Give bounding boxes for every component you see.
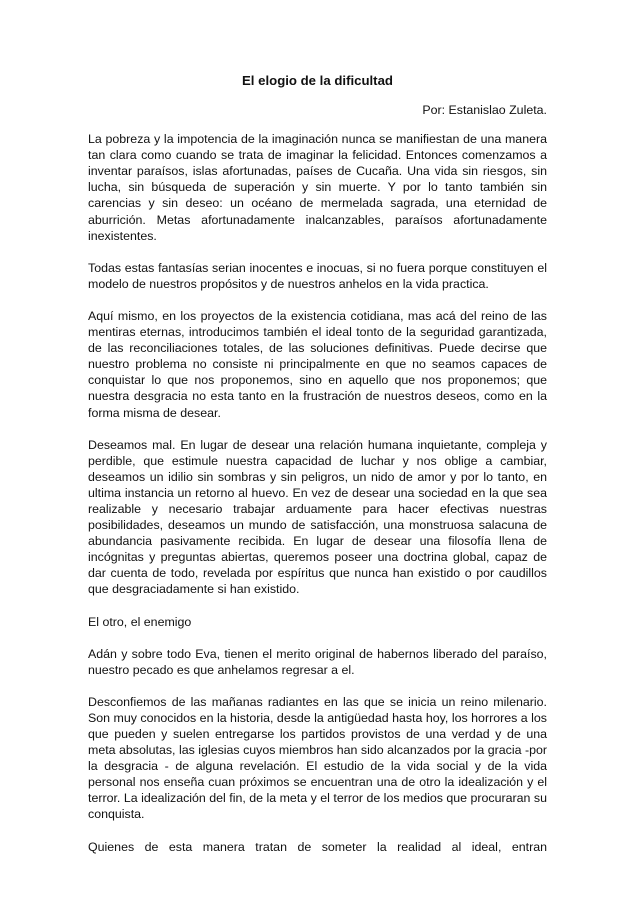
document-title: El elogio de la dificultad [242, 73, 393, 88]
section-heading: El otro, el enemigo [88, 614, 192, 629]
document-body [88, 72, 547, 871]
paragraph-7: Quienes de esta manera tratan de someter la realidad al ideal, entran [88, 839, 547, 854]
paragraph-2: Todas estas fantasías serian inocentes e inocuas, si no fuera porque constituyen el modelo de nuestros propósitos y de nuestros anhelos en la vida practica. [88, 260, 547, 291]
paragraph-4: Deseamos mal. En lugar de desear una relación humana inquietante, compleja y perdible, que estimule nuestra capacidad de luchar y nos oblige a cambiar, deseamos un idilio sin sombras y sin peligros, un nido de amor y por lo tanto, en ultima instancia un retorno al huevo. En vez de desear una sociedad en la que sea realizable y necesario trabajar arduamente para hacer efectivas nuestras posibilidades, deseamos un mundo de satisfacción, una monstruosa salacuna de abundancia pasivamente recibida. En lugar de desear una filosofía llena de incógnitas y preguntas abiertas, queremos poseer una doctrina global, capaz de dar cuenta de todo, revelada por espíritus que nunca han existido o por caudillos que desgraciadamente si han existido. [88, 437, 547, 597]
paragraph-5: Adán y sobre todo Eva, tienen el merito original de habernos liberado del paraíso, nuestro pecado es que anhelamos regresar a el. [88, 646, 547, 677]
paragraph-1: La pobreza y la impotencia de la imaginación nunca se manifiestan de una manera tan clara como cuando se trata de imaginar la felicidad. Entonces comenzamos a inventar paraísos, islas afortunadas, países de Cucaña. Una vida sin riesgos, sin lucha, sin búsqueda de superación y sin muerte. Y por lo tanto también sin carencias y sin deseo: un océano de mermelada sagrada, una eternidad de aburrición. Metas afortunadamente inalcanzables, paraísos afortunadamente inexistentes. [88, 132, 547, 243]
paragraph-3: Aquí mismo, en los proyectos de la existencia cotidiana, mas acá del reino de las mentiras eternas, introducimos también el ideal tonto de la seguridad garantizada, de las reconciliaciones totales, de las soluciones definitivas. Puede decirse que nuestro problema no consiste ni principalmente en que no seamos capaces de conquistar lo que nos proponemos, sino en aquello que nos proponemos; que nuestra desgracia no esta tanto en la frustración de nuestros deseos, como en la forma misma de desear. [88, 308, 547, 420]
paragraph-6: Desconfiemos de las mañanas radiantes en las que se inicia un reino milenario. Son muy conocidos en la historia, desde la antigüedad hasta hoy, los horrores a los que pueden y suelen entregarse los partidos provistos de una verdad y de una meta absolutas, las iglesias cuyos miembros han sido alcanzados por la gracia -por la desgracia - de alguna revelación. El estudio de la vida social y de la vida personal nos enseña cuan próximos se encuentran una de otro la idealización y el terror. La idealización del fin, de la meta y el terror de los medios que procuraran su conquista. [88, 694, 547, 822]
document-author: Por: Estanislao Zuleta. [422, 103, 547, 117]
